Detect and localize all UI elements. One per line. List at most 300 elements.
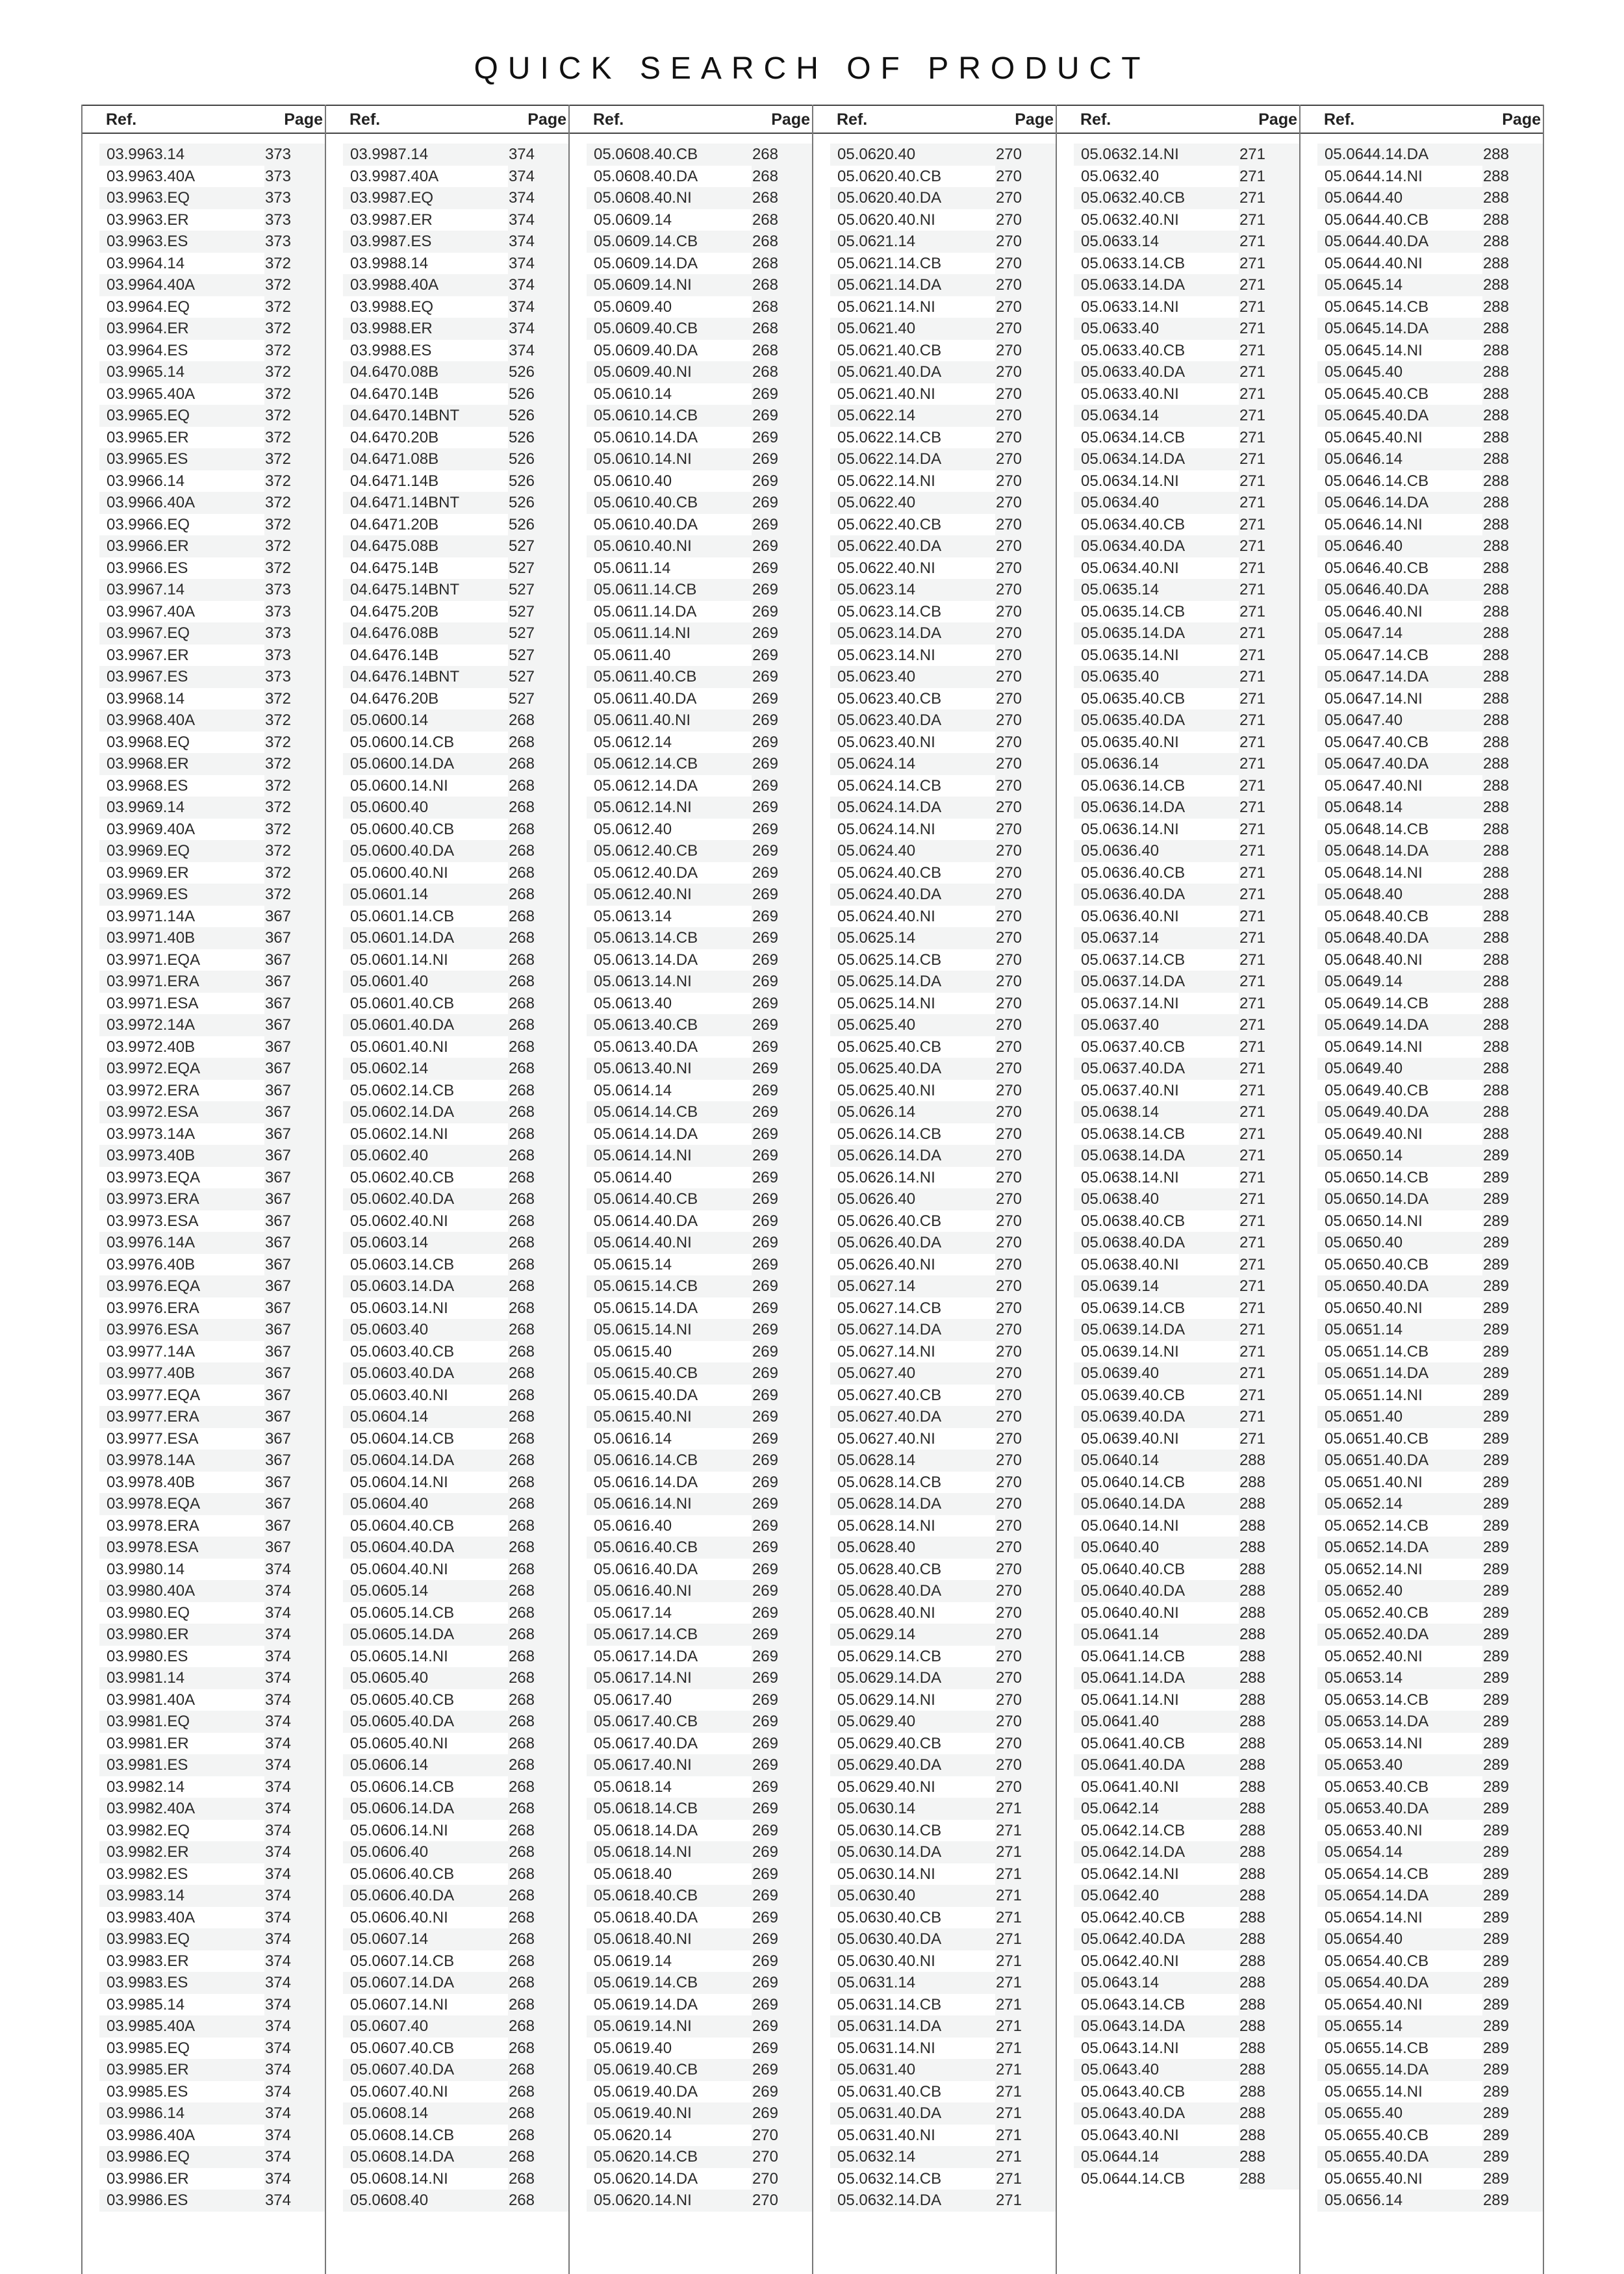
- ref-cell: 05.0602.14.NI: [350, 1125, 448, 1143]
- ref-cell: 03.9985.14: [107, 1995, 185, 2013]
- table-row: [82, 1058, 325, 1080]
- ref-cell: 03.9969.ER: [107, 863, 189, 882]
- page-cell: 268: [508, 1602, 568, 1624]
- ref-cell: 03.9963.14: [99, 144, 264, 166]
- ref-cell: 05.0604.14.DA: [343, 1450, 508, 1472]
- page-cell: 288: [1239, 1624, 1299, 1646]
- table-row: [326, 1319, 568, 1341]
- ref-cell: 05.0608.14.CB: [350, 2126, 455, 2144]
- table-row: [570, 1428, 812, 1450]
- table-row: [570, 470, 812, 492]
- table-row: [1057, 862, 1299, 884]
- page-cell: 374: [264, 1776, 325, 1798]
- ref-cell: 05.0648.14.CB: [1325, 820, 1429, 838]
- ref-cell: 03.9968.ER: [99, 753, 264, 775]
- page-cell: 526: [508, 427, 568, 449]
- page-cell: 270: [995, 383, 1056, 405]
- table-row: [1057, 622, 1299, 645]
- page-cell: 289: [1482, 2168, 1543, 2190]
- page-cell: 271: [1239, 535, 1299, 557]
- page-cell: 374: [508, 296, 568, 318]
- page-cell: 367: [264, 1014, 325, 1036]
- table-row: [82, 1928, 325, 1950]
- page-cell: 288: [1239, 1754, 1299, 1776]
- page-cell: 270: [995, 906, 1056, 928]
- page-cell: 269: [752, 383, 812, 405]
- ref-cell: 05.0649.14.NI: [1325, 1038, 1423, 1056]
- ref-cell: 05.0650.14: [1317, 1145, 1482, 1167]
- ref-cell: 05.0631.40.DA: [830, 2102, 995, 2125]
- table-row: [570, 405, 812, 427]
- page-cell: 269: [752, 535, 812, 557]
- ref-cell: 05.0650.40.CB: [1325, 1255, 1429, 1273]
- ref-cell: 05.0628.40: [830, 1537, 995, 1559]
- ref-cell: 05.0643.14.CB: [1081, 1995, 1186, 2013]
- ref-cell: 05.0644.14: [1074, 2146, 1239, 2168]
- table-row: [82, 1493, 325, 1515]
- table-row: [1300, 209, 1543, 231]
- page-cell: 268: [508, 1515, 568, 1537]
- ref-cell: 05.0651.40.DA: [1317, 1450, 1482, 1472]
- ref-cell: 03.9964.EQ: [107, 298, 190, 316]
- table-row: [1300, 557, 1543, 580]
- page-cell: 271: [1239, 361, 1299, 383]
- ref-cell: 05.0639.40.CB: [1081, 1386, 1186, 1404]
- index-column: [1300, 105, 1544, 2274]
- ref-cell: 05.0620.40: [830, 144, 995, 166]
- ref-cell: 05.0651.14.NI: [1325, 1386, 1423, 1404]
- ref-cell: 05.0626.40.NI: [837, 1255, 935, 1273]
- table-row: [1300, 1624, 1543, 1646]
- ref-cell: 05.0620.14.CB: [587, 2146, 752, 2168]
- page-cell: 271: [1239, 666, 1299, 688]
- table-row: [82, 753, 325, 775]
- table-row: [1057, 1754, 1299, 1776]
- table-row: [1300, 492, 1543, 514]
- page-cell: 268: [752, 361, 812, 383]
- table-row: [82, 1602, 325, 1624]
- table-row: [1057, 1297, 1299, 1320]
- table-row: [1057, 1559, 1299, 1581]
- table-row: [326, 688, 568, 710]
- table-row: [813, 1275, 1056, 1297]
- page-cell: 289: [1482, 1907, 1543, 1929]
- table-row: [326, 1123, 568, 1145]
- table-row: [1300, 274, 1543, 296]
- page-cell: 271: [1239, 514, 1299, 536]
- table-row: [813, 2059, 1056, 2081]
- ref-cell: 05.0649.14.DA: [1317, 1014, 1482, 1036]
- page-cell: 269: [752, 1580, 812, 1602]
- page-cell: 268: [508, 1820, 568, 1842]
- table-row: [326, 949, 568, 971]
- table-row: [82, 535, 325, 557]
- ref-cell: 05.0648.40: [1317, 884, 1482, 906]
- table-row: [570, 1841, 812, 1863]
- page-cell: 271: [1239, 709, 1299, 732]
- table-row: [326, 601, 568, 623]
- page-cell: 289: [1482, 1950, 1543, 1973]
- ref-cell: 05.0604.40.NI: [350, 1560, 448, 1578]
- page-cell: 372: [264, 557, 325, 580]
- ref-cell: 05.0605.40: [343, 1667, 508, 1689]
- table-row: [82, 166, 325, 188]
- table-row: [1057, 361, 1299, 383]
- ref-header: Ref.: [1324, 110, 1355, 129]
- table-row: [1057, 709, 1299, 732]
- ref-cell: 03.9968.ES: [107, 776, 188, 795]
- ref-cell: 05.0603.40.CB: [350, 1342, 455, 1361]
- ref-cell: 05.0617.40: [594, 1691, 672, 1709]
- table-row: [1300, 1406, 1543, 1428]
- table-row: [1057, 1580, 1299, 1602]
- ref-cell: 05.0638.40.CB: [1081, 1212, 1186, 1230]
- table-row: [570, 1472, 812, 1494]
- page-cell: 288: [1239, 1820, 1299, 1842]
- table-row: [1300, 753, 1543, 775]
- page-cell: 374: [264, 1994, 325, 2016]
- ref-cell: 05.0635.14.DA: [1074, 622, 1239, 645]
- ref-cell: 05.0605.40.CB: [350, 1691, 455, 1709]
- ref-cell: 05.0646.40.NI: [1325, 602, 1423, 620]
- page-cell: 269: [752, 1101, 812, 1123]
- page-cell: 374: [264, 1580, 325, 1602]
- table-row: [570, 622, 812, 645]
- ref-cell: 05.0641.14.CB: [1081, 1647, 1186, 1665]
- page-cell: 271: [1239, 1232, 1299, 1254]
- page-cell: 289: [1482, 1275, 1543, 1297]
- page-cell: 289: [1482, 1624, 1543, 1646]
- table-row: [1300, 2102, 1543, 2125]
- page-cell: 270: [995, 775, 1056, 797]
- ref-cell: 05.0609.14.CB: [587, 231, 752, 253]
- page-cell: 271: [1239, 601, 1299, 623]
- table-row: [1300, 1776, 1543, 1798]
- ref-cell: 05.0600.40: [343, 797, 508, 819]
- table-row: [326, 1188, 568, 1210]
- table-row: [82, 601, 325, 623]
- table-row: [1300, 231, 1543, 253]
- ref-cell: 05.0651.40.NI: [1325, 1473, 1423, 1491]
- page-cell: 288: [1482, 645, 1543, 667]
- page-cell: 270: [995, 448, 1056, 470]
- ref-cell: 03.9969.EQ: [99, 840, 264, 862]
- ref-cell: 05.0648.14.NI: [1325, 863, 1423, 882]
- ref-cell: 05.0601.14.DA: [343, 927, 508, 949]
- ref-cell: 05.0645.40: [1317, 361, 1482, 383]
- table-row: [1300, 1515, 1543, 1537]
- page-cell: 270: [995, 361, 1056, 383]
- ref-cell: 03.9988.14: [350, 254, 429, 272]
- table-row: [326, 906, 568, 928]
- ref-cell: 03.9980.ER: [99, 1624, 264, 1646]
- table-row: [82, 1428, 325, 1450]
- ref-cell: 05.0613.14: [594, 907, 672, 925]
- ref-cell: 05.0637.14.DA: [1074, 971, 1239, 993]
- ref-cell: 05.0640.14.NI: [1081, 1516, 1179, 1535]
- page-cell: 271: [1239, 448, 1299, 470]
- table-row: [1057, 2102, 1299, 2125]
- ref-cell: 05.0637.40.NI: [1081, 1081, 1179, 1099]
- table-row: [326, 1058, 568, 1080]
- table-row: [813, 645, 1056, 667]
- table-row: [82, 797, 325, 819]
- page-cell: 269: [752, 906, 812, 928]
- page-cell: 270: [995, 1559, 1056, 1581]
- table-row: [82, 993, 325, 1015]
- ref-cell: 05.0625.40.NI: [837, 1081, 935, 1099]
- ref-cell: 05.0609.40.DA: [594, 341, 698, 359]
- table-row: [1057, 1406, 1299, 1428]
- table-row: [813, 427, 1056, 449]
- page-cell: 288: [1239, 1994, 1299, 2016]
- table-row: [1057, 427, 1299, 449]
- ref-cell: 05.0628.40.DA: [830, 1580, 995, 1602]
- page-cell: 271: [1239, 884, 1299, 906]
- table-row: [813, 318, 1056, 340]
- page-cell: 268: [508, 1145, 568, 1167]
- page-cell: 271: [1239, 797, 1299, 819]
- ref-cell: 05.0612.14.DA: [594, 776, 698, 795]
- row-list: [326, 144, 568, 2212]
- page-cell: 374: [264, 1928, 325, 1950]
- ref-cell: 05.0642.14.CB: [1081, 1821, 1186, 1839]
- table-row: [326, 1537, 568, 1559]
- ref-cell: 03.9963.ES: [99, 231, 264, 253]
- ref-cell: 05.0605.14.DA: [343, 1624, 508, 1646]
- table-row: [1300, 1972, 1543, 1994]
- table-row: [326, 166, 568, 188]
- page-cell: 289: [1482, 2190, 1543, 2212]
- ref-cell: 05.0600.40.CB: [350, 820, 455, 838]
- page-cell: 268: [508, 1798, 568, 1820]
- ref-cell: 05.0622.14.DA: [830, 448, 995, 470]
- ref-cell: 05.0617.40.CB: [587, 1711, 752, 1733]
- ref-cell: 04.6471.08B: [343, 448, 508, 470]
- ref-cell: 03.9978.EQA: [99, 1493, 264, 1515]
- ref-cell: 05.0654.40.CB: [1325, 1952, 1429, 1970]
- ref-cell: 05.0622.14.CB: [837, 428, 942, 446]
- ref-cell: 05.0613.14.CB: [587, 927, 752, 949]
- ref-cell: 05.0627.14.NI: [837, 1342, 935, 1361]
- table-row: [813, 1776, 1056, 1798]
- ref-cell: 05.0642.14.DA: [1074, 1841, 1239, 1863]
- table-row: [1057, 971, 1299, 993]
- page-cell: 288: [1239, 2081, 1299, 2103]
- page-cell: 289: [1482, 1167, 1543, 1189]
- page-cell: 367: [264, 1428, 325, 1450]
- ref-cell: 03.9973.14A: [107, 1125, 196, 1143]
- table-row: [570, 340, 812, 362]
- ref-cell: 05.0656.14: [1317, 2190, 1482, 2212]
- page-cell: 289: [1482, 2081, 1543, 2103]
- table-row: [570, 1646, 812, 1668]
- ref-cell: 05.0613.40.NI: [587, 1058, 752, 1080]
- page-cell: 288: [1239, 2125, 1299, 2147]
- table-row: [1300, 1123, 1543, 1145]
- table-row: [570, 253, 812, 275]
- ref-cell: 05.0643.40.CB: [1081, 2082, 1186, 2101]
- table-row: [813, 1036, 1056, 1058]
- ref-cell: 05.0630.14.CB: [837, 1821, 942, 1839]
- page-cell: 288: [1482, 622, 1543, 645]
- ref-cell: 05.0600.40.DA: [343, 840, 508, 862]
- table-row: [1300, 797, 1543, 819]
- page-cell: 271: [1239, 166, 1299, 188]
- table-row: [813, 2190, 1056, 2212]
- ref-cell: 05.0609.40.CB: [587, 318, 752, 340]
- ref-cell: 03.9967.40A: [107, 602, 196, 620]
- page-cell: 288: [1239, 2059, 1299, 2081]
- ref-cell: 05.0653.40: [1317, 1754, 1482, 1776]
- page-cell: 288: [1482, 579, 1543, 601]
- table-row: [813, 840, 1056, 862]
- ref-cell: 05.0650.40: [1317, 1232, 1482, 1254]
- page-cell: 289: [1482, 1232, 1543, 1254]
- page-cell: 288: [1482, 427, 1543, 449]
- page-cell: 269: [752, 1907, 812, 1929]
- ref-cell: 05.0621.14.CB: [837, 254, 942, 272]
- ref-cell: 05.0612.14.NI: [587, 797, 752, 819]
- ref-cell: 05.0649.40.DA: [1317, 1101, 1482, 1123]
- page-cell: 288: [1239, 1798, 1299, 1820]
- page-cell: 270: [995, 253, 1056, 275]
- ref-cell: 03.9980.40A: [99, 1580, 264, 1602]
- page-cell: 271: [1239, 1275, 1299, 1297]
- ref-cell: 05.0616.14.CB: [587, 1450, 752, 1472]
- table-row: [813, 231, 1056, 253]
- table-row: [82, 862, 325, 884]
- page-cell: 268: [508, 1058, 568, 1080]
- page-cell: 373: [264, 166, 325, 188]
- page-cell: 373: [264, 666, 325, 688]
- ref-cell: 05.0639.40.NI: [1081, 1429, 1179, 1448]
- table-row: [1300, 1907, 1543, 1929]
- page-cell: 268: [508, 2146, 568, 2168]
- ref-cell: 05.0636.40.NI: [1081, 907, 1179, 925]
- page-cell: 269: [752, 514, 812, 536]
- ref-cell: 05.0617.14: [594, 1603, 672, 1622]
- page-cell: 374: [264, 2038, 325, 2060]
- page-cell: 270: [995, 1188, 1056, 1210]
- table-row: [1300, 1080, 1543, 1102]
- ref-cell: 05.0645.40.DA: [1317, 405, 1482, 427]
- table-row: [82, 1188, 325, 1210]
- ref-cell: 05.0613.14.NI: [587, 971, 752, 993]
- page-cell: 270: [995, 645, 1056, 667]
- ref-cell: 03.9966.40A: [99, 492, 264, 514]
- page-cell: 269: [752, 862, 812, 884]
- page-header: Page: [1258, 110, 1297, 129]
- page-cell: 268: [508, 1080, 568, 1102]
- ref-cell: 05.0623.40: [830, 666, 995, 688]
- table-row: [1057, 274, 1299, 296]
- table-row: [326, 1101, 568, 1123]
- table-row: [813, 2015, 1056, 2038]
- table-row: [1300, 427, 1543, 449]
- table-row: [1057, 753, 1299, 775]
- page-cell: 269: [752, 775, 812, 797]
- ref-cell: 05.0653.14: [1317, 1667, 1482, 1689]
- page-cell: 268: [508, 753, 568, 775]
- table-row: [82, 1167, 325, 1189]
- ref-cell: 05.0627.40: [830, 1362, 995, 1385]
- ref-cell: 05.0606.14.DA: [343, 1798, 508, 1820]
- page-cell: 268: [508, 971, 568, 993]
- ref-cell: 05.0602.40.DA: [343, 1188, 508, 1210]
- ref-cell: 05.0641.14.DA: [1074, 1667, 1239, 1689]
- table-row: [1300, 884, 1543, 906]
- table-row: [1300, 1167, 1543, 1189]
- ref-cell: 05.0624.14.CB: [837, 776, 942, 795]
- page-cell: 270: [995, 1232, 1056, 1254]
- ref-cell: 03.9980.EQ: [107, 1603, 190, 1622]
- table-row: [813, 797, 1056, 819]
- page-cell: 288: [1482, 448, 1543, 470]
- page-cell: 288: [1482, 405, 1543, 427]
- table-row: [813, 1820, 1056, 1842]
- ref-cell: 05.0634.40.CB: [1081, 515, 1186, 533]
- table-row: [570, 1733, 812, 1755]
- ref-cell: 05.0607.14.NI: [350, 1995, 448, 2013]
- page-cell: 289: [1482, 2015, 1543, 2038]
- page-cell: 271: [1239, 253, 1299, 275]
- ref-cell: 05.0613.40.DA: [594, 1038, 698, 1056]
- table-row: [813, 666, 1056, 688]
- table-row: [570, 1667, 812, 1689]
- table-row: [82, 1297, 325, 1320]
- ref-cell: 05.0627.14.DA: [830, 1319, 995, 1341]
- page-cell: 268: [508, 2081, 568, 2103]
- table-row: [570, 1058, 812, 1080]
- page-cell: 268: [752, 187, 812, 209]
- table-row: [1300, 2146, 1543, 2168]
- page-cell: 269: [752, 732, 812, 754]
- ref-cell: 05.0625.14.DA: [830, 971, 995, 993]
- table-row: [326, 1254, 568, 1276]
- page-cell: 374: [264, 2146, 325, 2168]
- page-cell: 373: [264, 579, 325, 601]
- table-row: [1057, 601, 1299, 623]
- ref-cell: 04.6475.08B: [343, 535, 508, 557]
- table-row: [326, 2081, 568, 2103]
- page-cell: 527: [508, 622, 568, 645]
- page-cell: 270: [995, 1319, 1056, 1341]
- table-row: [813, 1580, 1056, 1602]
- ref-cell: 05.0620.40.DA: [830, 187, 995, 209]
- page-cell: 374: [508, 144, 568, 166]
- page-cell: 270: [995, 1210, 1056, 1233]
- page-cell: 372: [264, 383, 325, 405]
- page-cell: 270: [995, 1145, 1056, 1167]
- ref-cell: 05.0612.40: [594, 820, 672, 838]
- page-cell: 289: [1482, 2038, 1543, 2060]
- page-cell: 268: [508, 1559, 568, 1581]
- table-row: [813, 1232, 1056, 1254]
- ref-cell: 03.9973.ESA: [107, 1212, 199, 1230]
- ref-cell: 05.0627.14: [830, 1275, 995, 1297]
- table-row: [326, 840, 568, 862]
- page-cell: 271: [1239, 645, 1299, 667]
- page-cell: 270: [995, 1101, 1056, 1123]
- page-cell: 270: [995, 884, 1056, 906]
- page-cell: 367: [264, 906, 325, 928]
- page-cell: 271: [1239, 1341, 1299, 1363]
- table-row: [1057, 1385, 1299, 1407]
- table-row: [570, 732, 812, 754]
- page-cell: 270: [995, 274, 1056, 296]
- ref-cell: 05.0618.14.CB: [587, 1798, 752, 1820]
